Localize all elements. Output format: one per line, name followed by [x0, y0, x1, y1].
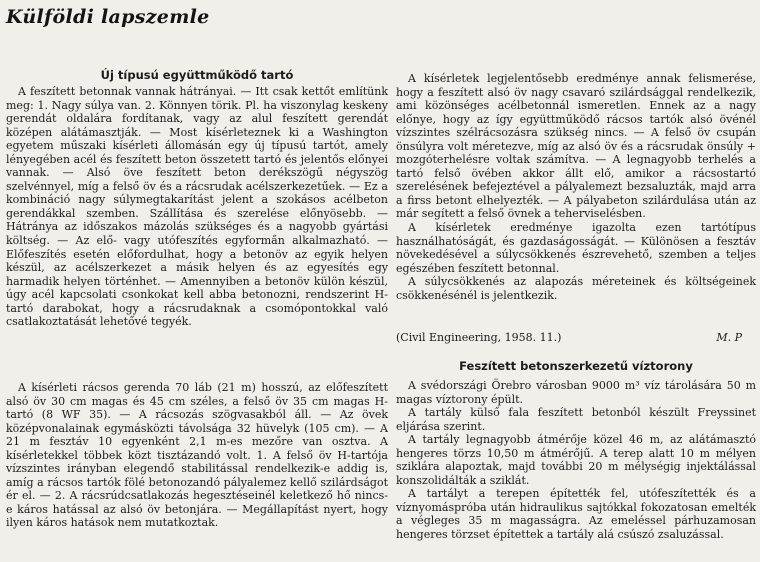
article1-source: (Civil Engineering, 1958. 11.) [396, 331, 562, 344]
article1-paragraph-1 [6, 85, 388, 329]
article1-paragraph-2 [6, 381, 388, 530]
article2-paragraphs [396, 379, 756, 542]
article1-paragraph-2-text: A kísérleti rácsos gerenda 70 láb (21 m) hosszú, az előfeszített alsó öv 30 cm magas és 45 cm széles, a felső öv 35 cm magas H-tartó (8 WF 35). — A rácsozás szögvasakból áll. — Az övek középvonalainak egymásközti távolsága 32 hüvelyk (105 cm). — A 21 m fesztáv 10 egyenként 2,1 m-es mezőre van osztva. A kísérletekkel többek közt tisztázandó volt. 1. A felső öv H-tartója vízszintes irányban elegendő stabilitással rendelkezik-e addig is, amíg a rácsos tartók fölé betonozandó pályalemez kellő szilárdságot ér el. — 2. A rácsrúdcsatlakozás hegesztéseinél keletkező hő nincs-e káros hatással az alsó öv betonjára. — Megállapítást nyert, hogy ilyen káros hatások nem mutatkoztak. [6, 381, 388, 530]
article1-right-paragraph-3: A súlycsökkenés az alapozás méreteinek és költségeinek csökkenésénél is jelentkezik. [396, 275, 756, 302]
article1-right-paragraph-2: A kísérletek eredménye igazolta ezen tartótípus használhatóságát, és gazdaságosságát. — Különösen a fesztáv növekedésével a súlycsökkenés észrevehető, szemben a teljes egészében feszített betonnal. [396, 221, 756, 275]
article1-paragraph-1-text: A feszített betonnak vannak hátrányai. — Itt csak kettőt említünk meg: 1. Nagy súlya van. 2. Könnyen törik. Pl. ha viszonylag keskeny gerendát oldalára fordítanak, vagy az alul feszített gerendát középen alátámasztják. — Most kísérleteznek ki a Washington egyetem műszaki kísérleti állomásán egy új típusú tartót, amely lényegében acél és feszített beton összetett tartó és jelentős előnyei vannak. — Alsó öve feszített beton derékszögű négyszög szelvénnyel, míg a felső öv és a rácsrudak acélszerkezetűek. — Ez a kombináció nagy súlymegtakarítást jelent a szokásos acélbeton gerendákkal szemben. Szállítása és szerelése előnyösebb. — Hátránya az időszakos mázolás szükséges és a nagyobb gyártási költség. — Az elő- vagy utófeszítés egyforma̋n alkalmazható. — Előfeszítés esetén előfordulhat, hogy a betonöv az egyik helyen készül, az acélszerkezet a másik helyen és az egyesítés egy harmadik helyen történhet. — Amennyiben a betonöv külön készül, úgy acél kapcsolati csonkokat kell abba betonozni, rendszerint H-tartó darabokat, hogy a rácsrudaknak a csomópontokkal való csatlakoztatását lehetővé tegyék. [6, 85, 388, 329]
article2-paragraph-1: A svédországi Örebro városban 9000 m³ víz tárolására 50 m magas víztorony épült. [396, 379, 756, 406]
section-title: Külföldi lapszemle [6, 6, 210, 28]
article2-title: Feszített betonszerkezetű víztorony [459, 359, 693, 373]
article2-paragraph-2: A tartály külső fala feszített betonból készült Freyssinet eljárása szerint. [396, 406, 756, 433]
article1-source-line [396, 331, 756, 344]
article1-title: Új típusú együttműködő tartó [100, 68, 294, 82]
article2-paragraph-3: A tartály legnagyobb átmérője közel 46 m, az alátámasztó hengeres törzs 10,50 m átmérőjű. A terep alatt 10 m mélyen sziklára alapoztak, majd további 20 m mélységig injektálással konszolidálták a sziklát. [396, 433, 756, 487]
article1-signature: M. P [716, 331, 742, 344]
article1-right-paragraphs [396, 72, 756, 302]
article1-right-paragraph-1: A kísérletek legjelentősebb eredménye annak felismerése, hogy a feszített alsó öv nagy csavaró szilárdsággal rendelkezik, ami közönséges acélbetonnál ismeretlen. Ennek az a nagy előnye, hogy az így együttműködő rácsos tartók alsó övénél vízszintes szélrácsozásra szükség nincs. — A felső öv csupán önsúlyra volt méretezve, míg az alsó öv és a rácsrudak önsúly + mozgóterhelésre voltak számítva. — A legnagyobb terhelés a tartó felső övében akkor állt elő, amikor a rácsostartó szerelésének befejeztével a pályalemezt bezsaluzták, majd arra a firss betont elhelyezték. — A pályabeton szilárdulása után az már segített a felső övnek a teherviselésben. [396, 72, 756, 221]
article2-paragraph-4: A tartályt a terepen építették fel, utófeszítették és a víznyomáspróba után hidraulikus sajtókkal fokozatosan emelték a végleges 35 m magasságra. Az emeléssel párhuzamosan hengeres törzset építettek a tartály alá csúszó zsaluzással. [396, 487, 756, 542]
